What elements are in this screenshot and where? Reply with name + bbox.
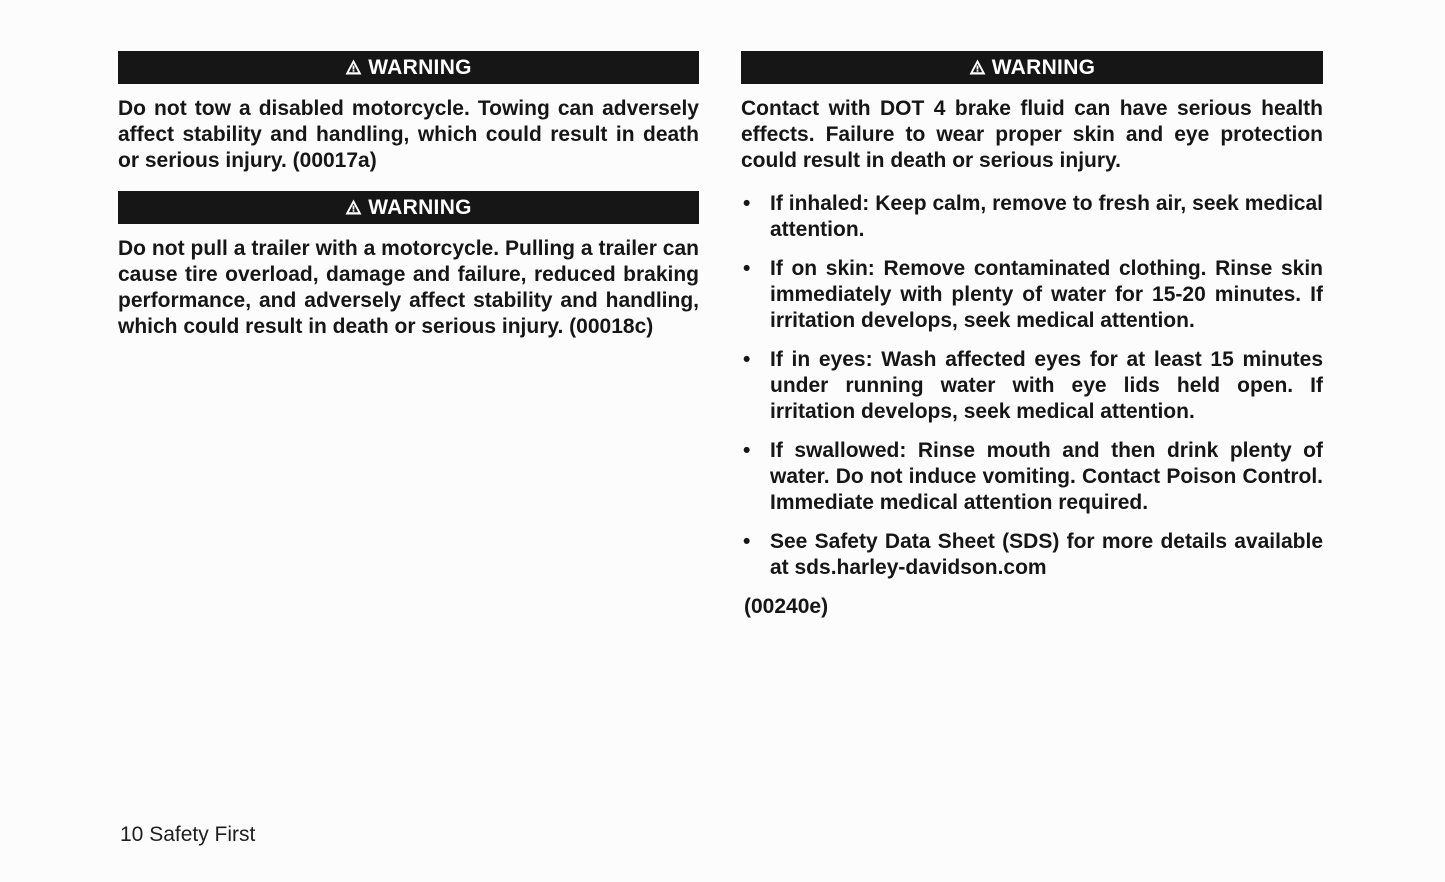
- warning-triangle-icon: [969, 59, 986, 75]
- list-item-text: See Safety Data Sheet (SDS) for more details available at sds.harley-davidson.com: [770, 530, 1323, 579]
- warning-header-label: WARNING: [991, 55, 1096, 79]
- list-item: [741, 191, 1323, 243]
- bullet-icon: •: [743, 530, 751, 553]
- list-item-text: If in eyes: Wash affected eyes for at least 15 minutes under running water with eye lids held open. If irritation develops, seek medical attention.: [770, 348, 1323, 423]
- list-item: [741, 529, 1323, 581]
- warning-header-brake-fluid: [741, 51, 1323, 84]
- list-item-text: If swallowed: Rinse mouth and then drink plenty of water. Do not induce vomiting. Contact Poison Control. Immediate medical attention required.: [770, 439, 1323, 514]
- warning-header-label: WARNING: [368, 195, 472, 219]
- page-footer: 10 Safety First: [120, 823, 256, 846]
- bullet-icon: •: [743, 348, 751, 371]
- reference-code: (00240e): [744, 595, 829, 618]
- list-item-text: If inhaled: Keep calm, remove to fresh air, seek medical attention.: [770, 192, 1323, 241]
- warning-header-label: WARNING: [368, 55, 472, 79]
- bullet-icon: •: [743, 192, 751, 215]
- warning-text-brake-fluid: Contact with DOT 4 brake fluid can have serious health effects. Failure to wear proper skin and eye protection could result in death or serious injury.: [741, 97, 1323, 172]
- bullet-icon: •: [743, 257, 751, 280]
- warning-triangle-icon: [345, 199, 362, 215]
- warning-text-tow: Do not tow a disabled motorcycle. Towing can adversely affect stability and handling, which could result in death or serious injury. (00017a): [118, 97, 699, 172]
- list-item: [741, 347, 1323, 425]
- list-item-text: If on skin: Remove contaminated clothing. Rinse skin immediately with plenty of water for 15-20 minutes. If irritation develops, seek medical attention.: [770, 257, 1323, 332]
- warning-text-trailer: Do not pull a trailer with a motorcycle. Pulling a trailer can cause tire overload, damage and failure, reduced braking performance, and adversely affect stability and handling, which could result in death or serious injury. (00018c): [118, 237, 699, 338]
- warning-triangle-icon: [345, 59, 362, 75]
- warning-header-trailer: [118, 191, 699, 224]
- bullet-icon: •: [743, 439, 751, 462]
- list-item: [741, 256, 1323, 334]
- list-item: [741, 438, 1323, 516]
- right-column: [741, 51, 1323, 620]
- left-column: [118, 51, 699, 340]
- first-aid-list: [741, 191, 1323, 581]
- warning-header-tow: [118, 51, 699, 84]
